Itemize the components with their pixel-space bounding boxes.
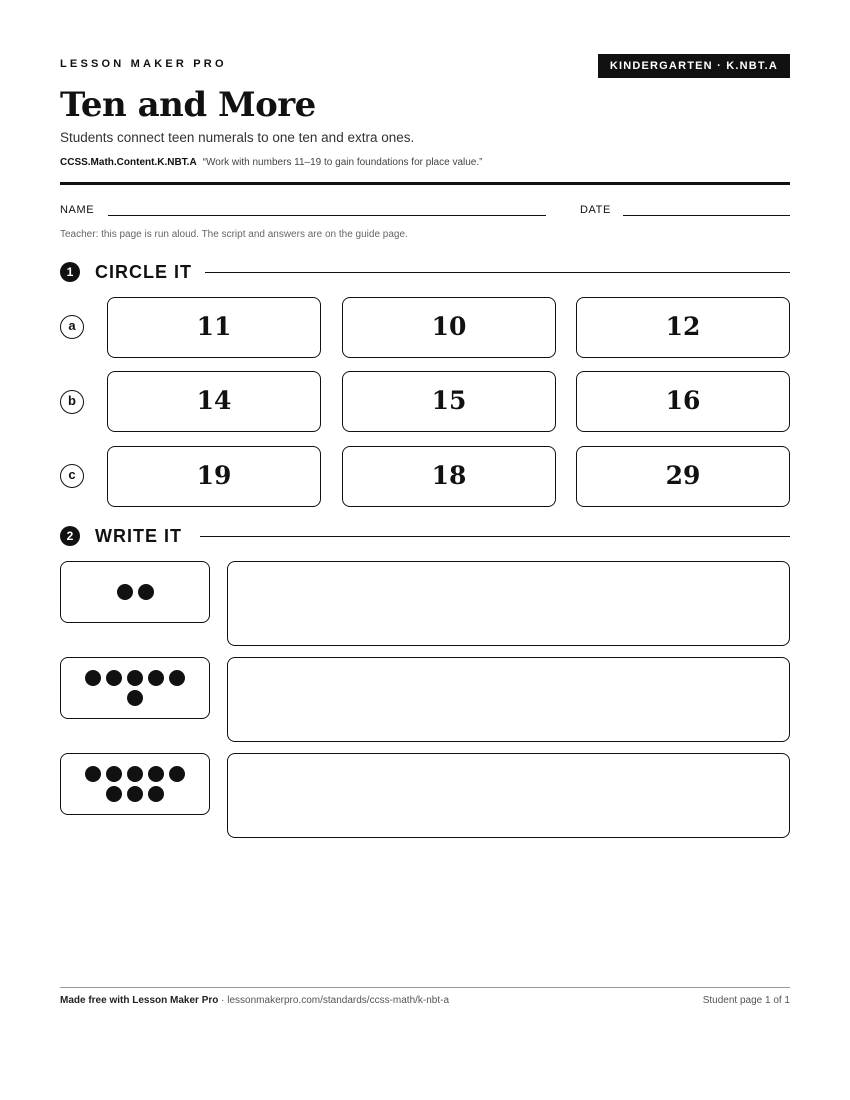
date-label: DATE bbox=[580, 204, 611, 216]
number-choice[interactable]: 15 bbox=[342, 371, 556, 432]
row-letter: c bbox=[60, 464, 84, 488]
number-choice[interactable]: 14 bbox=[107, 371, 321, 432]
dot-row bbox=[127, 690, 143, 706]
name-field[interactable] bbox=[108, 215, 546, 216]
teacher-note: Teacher: this page is run aloud. The script and answers are on the guide page. bbox=[60, 229, 408, 240]
row-letter: a bbox=[60, 315, 84, 339]
counting-dot bbox=[127, 670, 143, 686]
dot-row bbox=[117, 584, 154, 600]
counting-dot bbox=[127, 786, 143, 802]
counting-dot bbox=[169, 670, 185, 686]
name-label: NAME bbox=[60, 204, 95, 216]
page-number: Student page 1 of 1 bbox=[702, 995, 790, 1006]
counting-dot bbox=[117, 584, 133, 600]
dot-row bbox=[85, 766, 185, 782]
row-letter: b bbox=[60, 390, 84, 414]
footer-url[interactable]: · lessonmakerpro.com/standards/ccss-math/k-nbt-a bbox=[218, 995, 450, 1006]
counting-dot bbox=[85, 766, 101, 782]
standard-code: CCSS.Math.Content.K.NBT.A bbox=[60, 157, 197, 168]
brand-name: LESSON MAKER PRO bbox=[60, 58, 227, 70]
dot-card bbox=[60, 561, 210, 623]
dot-row bbox=[106, 786, 164, 802]
worksheet-page bbox=[60, 0, 790, 1100]
answer-box[interactable] bbox=[227, 753, 790, 838]
number-choice[interactable]: 29 bbox=[576, 446, 790, 507]
section-number: 2 bbox=[60, 526, 80, 546]
number-choice[interactable]: 11 bbox=[107, 297, 321, 358]
header-divider bbox=[60, 182, 790, 185]
answer-box[interactable] bbox=[227, 657, 790, 742]
counting-dot bbox=[85, 670, 101, 686]
section-title: CIRCLE IT bbox=[95, 262, 192, 282]
standard-reference bbox=[60, 157, 482, 168]
answer-box[interactable] bbox=[227, 561, 790, 646]
dot-row bbox=[85, 670, 185, 686]
counting-dot bbox=[127, 690, 143, 706]
number-choice[interactable]: 16 bbox=[576, 371, 790, 432]
standard-description: “Work with numbers 11–19 to gain foundations for place value.” bbox=[202, 157, 483, 168]
counting-dot bbox=[138, 584, 154, 600]
made-with-label: Made free with Lesson Maker Pro bbox=[60, 995, 219, 1006]
counting-dot bbox=[148, 786, 164, 802]
number-choice[interactable]: 10 bbox=[342, 297, 556, 358]
footer-divider bbox=[60, 987, 790, 988]
page-subtitle: Students connect teen numerals to one ten and extra ones. bbox=[60, 130, 415, 145]
grade-badge: KINDERGARTEN · K.NBT.A bbox=[598, 54, 790, 78]
number-choice[interactable]: 18 bbox=[342, 446, 556, 507]
counting-dot bbox=[127, 766, 143, 782]
section-title: WRITE IT bbox=[95, 526, 182, 546]
counting-dot bbox=[106, 786, 122, 802]
counting-dot bbox=[148, 766, 164, 782]
counting-dot bbox=[106, 766, 122, 782]
page-title: Ten and More bbox=[60, 85, 316, 125]
dot-card bbox=[60, 657, 210, 719]
counting-dot bbox=[169, 766, 185, 782]
student-info-row bbox=[60, 204, 790, 218]
section-rule bbox=[200, 536, 790, 537]
section-rule bbox=[205, 272, 790, 273]
footer-credit bbox=[60, 995, 449, 1006]
section-write-it-header bbox=[60, 524, 790, 548]
dot-card bbox=[60, 753, 210, 815]
section-circle-it-header bbox=[60, 260, 790, 284]
counting-dot bbox=[106, 670, 122, 686]
counting-dot bbox=[148, 670, 164, 686]
number-choice[interactable]: 19 bbox=[107, 446, 321, 507]
section-number: 1 bbox=[60, 262, 80, 282]
date-field[interactable] bbox=[623, 215, 790, 216]
number-choice[interactable]: 12 bbox=[576, 297, 790, 358]
